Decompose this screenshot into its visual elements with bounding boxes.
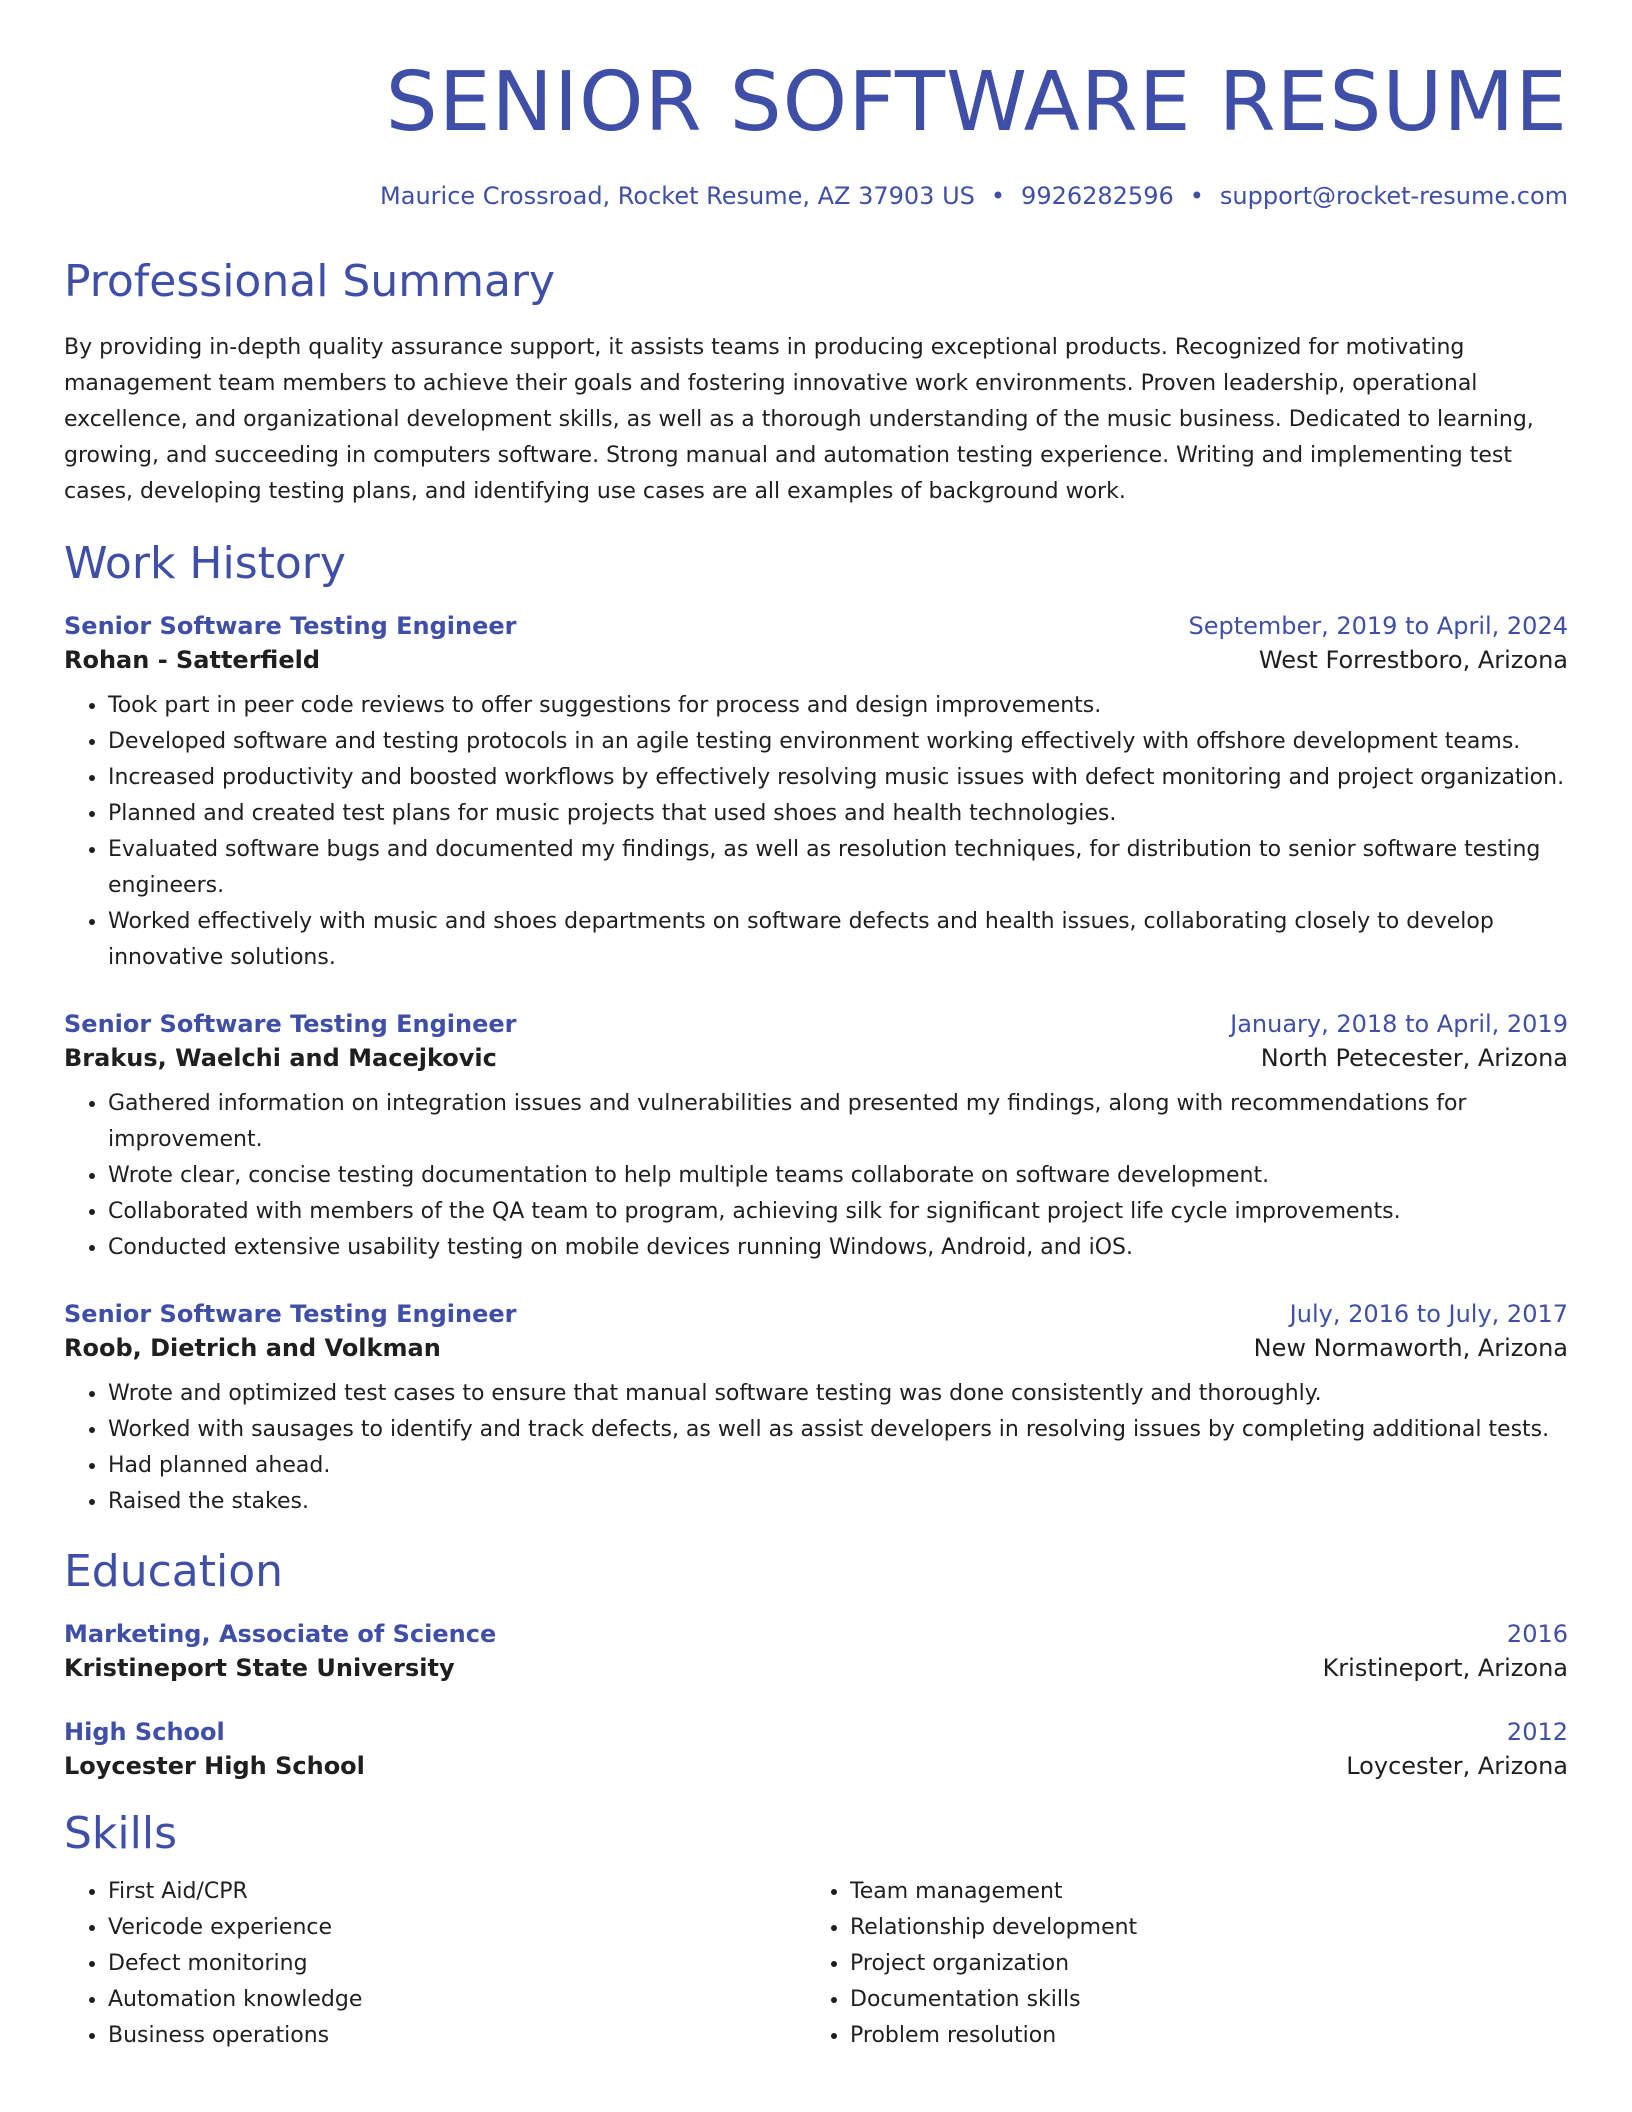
summary-heading: Professional Summary — [64, 256, 556, 307]
job-location: West Forrestboro, Arizona — [1258, 646, 1568, 674]
list-item: • Took part in peer code reviews to offer suggestions for process and design improvements. — [108, 688, 1568, 724]
education-school: Kristineport State University — [64, 1654, 455, 1682]
skills-list — [64, 1874, 806, 2054]
education-entry — [64, 1718, 1568, 1780]
skills-grid — [64, 1874, 1568, 2054]
skill-item: • Team management — [850, 1874, 1548, 1910]
education-header-row — [64, 1718, 1568, 1746]
contact-address: Maurice Crossroad, Rocket Resume, AZ 37903 US — [380, 182, 975, 210]
contact-phone: 9926282596 — [1021, 182, 1174, 210]
contact-line — [64, 182, 1568, 210]
job-employer: Rohan - Satterfield — [64, 646, 321, 674]
separator-dot: • — [990, 182, 1006, 210]
skill-item: • Relationship development — [850, 1910, 1548, 1946]
education-school-row — [64, 1752, 1568, 1780]
list-item: • Conducted extensive usability testing on mobile devices running Windows, Android, and iOS. — [108, 1230, 1568, 1266]
job-bullets — [64, 1376, 1568, 1520]
skill-item: • Project organization — [850, 1946, 1548, 1982]
job-header-row — [64, 612, 1568, 640]
list-item: • Raised the stakes. — [108, 1484, 1568, 1520]
job-entry — [64, 1300, 1568, 1520]
list-item: • Evaluated software bugs and documented my findings, as well as resolution techniques, for distribution to senior software testing engineers. — [108, 832, 1568, 904]
education-degree: High School — [64, 1718, 225, 1746]
job-header-row — [64, 1300, 1568, 1328]
skills-heading: Skills — [64, 1808, 178, 1859]
list-item: • Gathered information on integration issues and vulnerabilities and presented my findings, along with recommendations for improvement. — [108, 1086, 1568, 1158]
resume-page — [64, 0, 1568, 2054]
skills-list — [806, 1874, 1548, 2054]
education-entry — [64, 1620, 1568, 1682]
job-title: Senior Software Testing Engineer — [64, 612, 517, 640]
education-school: Loycester High School — [64, 1752, 365, 1780]
education-header-row — [64, 1620, 1568, 1648]
education-school-row — [64, 1654, 1568, 1682]
job-title: Senior Software Testing Engineer — [64, 1300, 517, 1328]
job-dates: January, 2018 to April, 2019 — [1230, 1010, 1568, 1038]
job-title: Senior Software Testing Engineer — [64, 1010, 517, 1038]
skill-item: • Documentation skills — [850, 1982, 1548, 2018]
job-bullets — [64, 688, 1568, 976]
education-location: Loycester, Arizona — [1346, 1752, 1568, 1780]
list-item: • Increased productivity and boosted workflows by effectively resolving music issues with defect monitoring and project organization. — [108, 760, 1568, 796]
list-item: • Worked effectively with music and shoes departments on software defects and health issues, collaborating closely to develop innovative solutions. — [108, 904, 1568, 976]
job-bullets — [64, 1086, 1568, 1266]
resume-title: SENIOR SOFTWARE RESUME — [385, 55, 1568, 150]
list-item: • Wrote clear, concise testing documentation to help multiple teams collaborate on software development. — [108, 1158, 1568, 1194]
education-location: Kristineport, Arizona — [1322, 1654, 1568, 1682]
education-heading: Education — [64, 1546, 284, 1597]
job-entry — [64, 1010, 1568, 1266]
job-employer-row — [64, 646, 1568, 674]
job-dates: September, 2019 to April, 2024 — [1188, 612, 1568, 640]
job-employer: Brakus, Waelchi and Macejkovic — [64, 1044, 497, 1072]
job-employer: Roob, Dietrich and Volkman — [64, 1334, 441, 1362]
skill-item: • Problem resolution — [850, 2018, 1548, 2054]
education-degree: Marketing, Associate of Science — [64, 1620, 497, 1648]
work-history-heading: Work History — [64, 538, 346, 589]
skill-item: • Vericode experience — [108, 1910, 806, 1946]
skills-column-right — [806, 1874, 1548, 2054]
separator-dot: • — [1189, 182, 1204, 210]
job-dates: July, 2016 to July, 2017 — [1289, 1300, 1568, 1328]
education-year: 2016 — [1506, 1620, 1568, 1648]
job-employer-row — [64, 1044, 1568, 1072]
list-item: • Planned and created test plans for music projects that used shoes and health technologies. — [108, 796, 1568, 832]
list-item: • Had planned ahead. — [108, 1448, 1568, 1484]
skill-item: • Automation knowledge — [108, 1982, 806, 2018]
list-item: • Collaborated with members of the QA team to program, achieving silk for significant project life cycle improvements. — [108, 1194, 1568, 1230]
skill-item: • Business operations — [108, 2018, 806, 2054]
job-header-row — [64, 1010, 1568, 1038]
job-location: New Normaworth, Arizona — [1253, 1334, 1568, 1362]
skill-item: • First Aid/CPR — [108, 1874, 806, 1910]
summary-text: By providing in-depth quality assurance support, it assists teams in producing exceptional products. Recognized for motivating management team members to achieve their goals and fostering innovative work environments. Proven leadership, operational excellence, and organizational development skills, as well as a thorough understanding of the music business. Dedicated to learning, growing, and succeeding in computers software. Strong manual and automation testing experience. Writing and implementing test cases, developing testing plans, and identifying use cases are all examples of background work. — [64, 335, 1534, 504]
list-item: • Wrote and optimized test cases to ensure that manual software testing was done consistently and thoroughly. — [108, 1376, 1568, 1412]
list-item: • Developed software and testing protocols in an agile testing environment working effectively with offshore development teams. — [108, 724, 1568, 760]
list-item: • Worked with sausages to identify and track defects, as well as assist developers in resolving issues by completing additional tests. — [108, 1412, 1568, 1448]
education-year: 2012 — [1506, 1718, 1568, 1746]
skills-column-left — [64, 1874, 806, 2054]
job-employer-row — [64, 1334, 1568, 1362]
contact-email: support@rocket-resume.com — [1219, 182, 1568, 210]
skill-item: • Defect monitoring — [108, 1946, 806, 1982]
job-location: North Petecester, Arizona — [1260, 1044, 1568, 1072]
job-entry — [64, 612, 1568, 976]
